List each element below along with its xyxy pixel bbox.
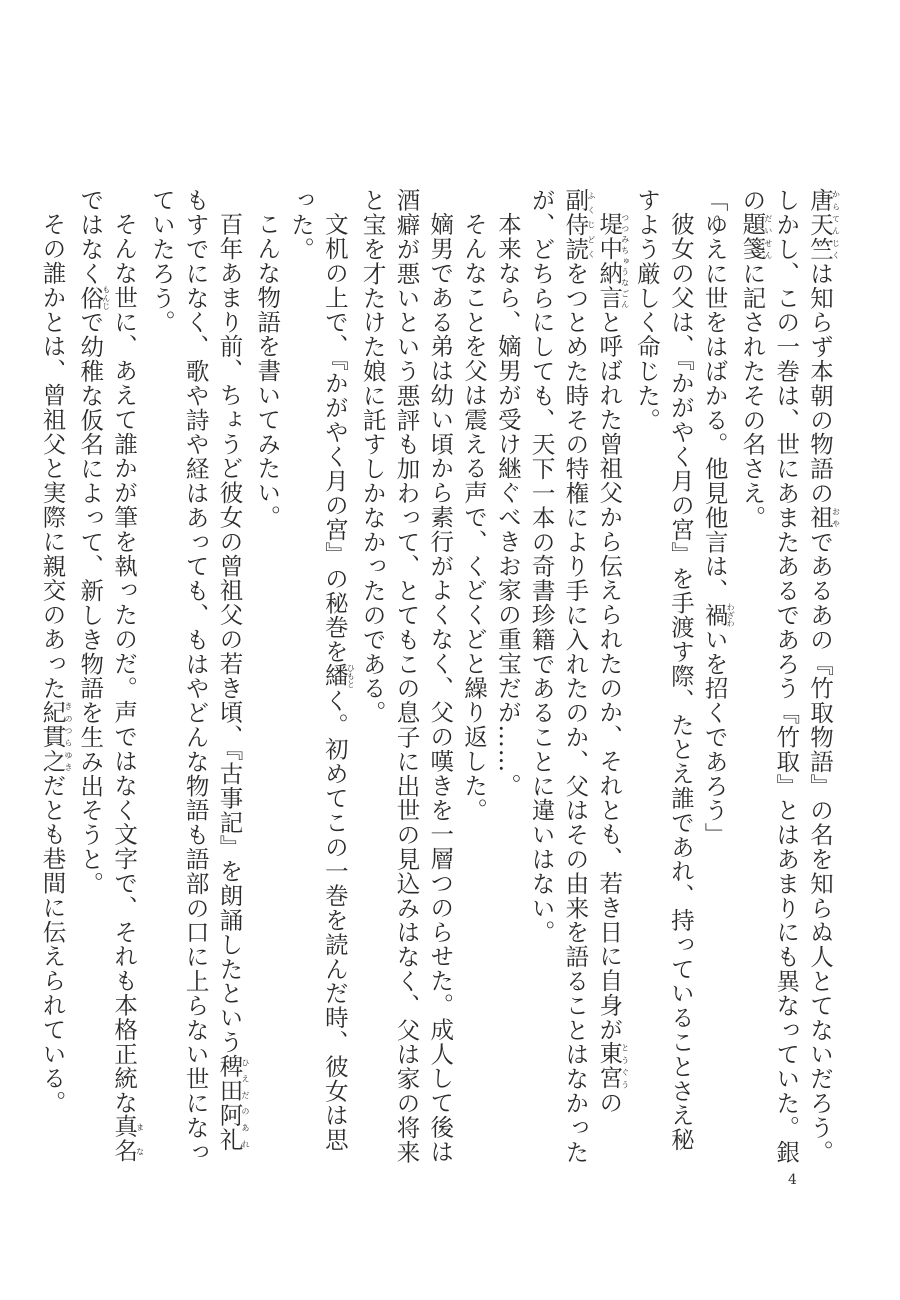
- ruby-annotation: [738, 212, 773, 262]
- vertical-text-body: [35, 188, 840, 1173]
- text-run: 彼女の父は、『かがやく月の宮』を手渡す際、たとえ誰であれ、持っていることさえ秘すよう厳しく命じた。: [633, 188, 695, 1152]
- paragraph: [283, 188, 355, 1173]
- ruby-base: 堤中納言: [595, 211, 624, 310]
- ruby-annotation: [595, 211, 630, 310]
- paragraph: [490, 188, 524, 1173]
- ruby-reading: もんじ: [101, 285, 111, 311]
- text-run: をつとめた時その特権により手に入れたのか、父はその由来を語ることはなかったが、どちらにしても、天下一本の奇書珍籍であることに違いはない。: [527, 188, 590, 1165]
- text-run: 「ゆえに世をはばかる。他見他言は、: [700, 188, 729, 603]
- text-run: であるあの『竹取物語』の名を知らぬ人とてないだろう。しかし、この一巻は、世にあまたあるであろう『竹取』とはあまりにも異なっていた。銀の: [738, 188, 834, 1165]
- ruby-annotation: [320, 663, 356, 688]
- text-run: そんな世に、あえて誰かが筆を執ったのだ。声ではなく文字で、それも本格正統な: [110, 211, 139, 1115]
- text-run: 嫡男である弟は幼い頃から素行がよくなく、父の嘆きを一層つのらせた。成人して後は酒癖が悪いという悪評も加わって、とてもこの息子に出世の見込みはなく、父は家の将来と宝を才たけた娘に託すしかなかったのである。: [358, 188, 455, 1164]
- paragraph: [144, 188, 249, 1173]
- ruby-annotation: [806, 188, 841, 262]
- text-run: と呼ばれた曾祖父から伝えられたのか、それとも、若き日に自身が: [595, 309, 624, 1042]
- text-run: は知らず本朝の物語の: [806, 261, 834, 506]
- ruby-annotation: [806, 505, 841, 530]
- text-run: で幼稚な仮名によって、新しき物語を生み出そうと。: [76, 310, 105, 896]
- ruby-annotation: [215, 1053, 250, 1152]
- text-run: 文机の上で、『かがやく月の宮』の秘巻を: [320, 211, 349, 664]
- ruby-reading: とうぐう: [620, 1041, 630, 1090]
- ruby-base: 俗: [76, 285, 105, 311]
- ruby-reading: おや: [831, 505, 841, 530]
- ruby-reading: わざわ: [726, 602, 736, 628]
- text-run: 百年あまり前、ちょうど彼女の曾祖父の若き頃、『古事記』を朗誦したという: [215, 211, 244, 1054]
- ruby-base: 東宮: [595, 1041, 624, 1090]
- paragraph: [456, 188, 490, 1173]
- text-run: ではなく: [76, 188, 105, 286]
- ruby-base: 唐天竺: [806, 188, 834, 262]
- ruby-base: 禍: [700, 602, 729, 628]
- text-run: いを招くであろう」: [700, 627, 729, 847]
- text-run: もすでになく、歌や詩や経はあっても、もはやどんな物語も語部の口に上らない世になっていたろう。: [147, 188, 210, 1164]
- text-run: そんなことを父は震える声で、くどくどと繰り返した。: [460, 211, 489, 822]
- ruby-base: 繙: [320, 663, 349, 688]
- ruby-base: 題箋: [738, 212, 767, 262]
- ruby-annotation: [76, 285, 111, 311]
- ruby-reading: ひもと: [346, 663, 356, 688]
- ruby-reading: ひえだのあれ: [240, 1053, 250, 1152]
- text-run: に記されたその名さえ。: [738, 261, 767, 530]
- ruby-base: 真名: [110, 1114, 139, 1164]
- paragraph: [249, 188, 283, 1173]
- ruby-reading: まな: [135, 1114, 145, 1164]
- paragraph: [697, 188, 735, 1173]
- text-run: こんな物語を書いてみたい。: [253, 211, 282, 529]
- ruby-base: 祖: [806, 505, 834, 530]
- ruby-base: 稗田阿礼: [215, 1053, 244, 1152]
- text-run: の: [595, 1089, 624, 1115]
- paragraph: [355, 188, 456, 1173]
- ruby-annotation: [110, 1114, 145, 1164]
- page-number: 4: [788, 1172, 797, 1188]
- ruby-annotation: [595, 1041, 630, 1090]
- paragraph: [629, 188, 697, 1173]
- ruby-base: 紀貫之: [38, 699, 67, 773]
- ruby-reading: だいせん: [763, 212, 773, 262]
- text-run: その誰かとは、曾祖父と実際に親交のあった: [38, 211, 67, 700]
- text-run: く。初めてこの一巻を読んだ時、彼女は思った。: [287, 188, 349, 1152]
- text-run: 本来なら、嫡男が受け継ぐべきお家の重宝だが……。: [493, 211, 522, 798]
- ruby-reading: つつみちゅうなごん: [620, 211, 630, 310]
- ruby-annotation: [700, 602, 736, 628]
- ruby-annotation: [38, 699, 73, 773]
- ruby-reading: からてんじく: [831, 188, 841, 262]
- text-run: だとも巷間に伝えられている。: [38, 772, 67, 1115]
- paragraph: [524, 188, 629, 1173]
- paragraph: [72, 188, 144, 1173]
- ruby-reading: きのつらゆき: [63, 699, 73, 773]
- paragraph: [35, 188, 73, 1173]
- ruby-reading: ふくじどく: [586, 188, 596, 262]
- ruby-base: 副侍読: [561, 188, 590, 262]
- ruby-annotation: [561, 188, 596, 262]
- paragraph: [735, 188, 840, 1173]
